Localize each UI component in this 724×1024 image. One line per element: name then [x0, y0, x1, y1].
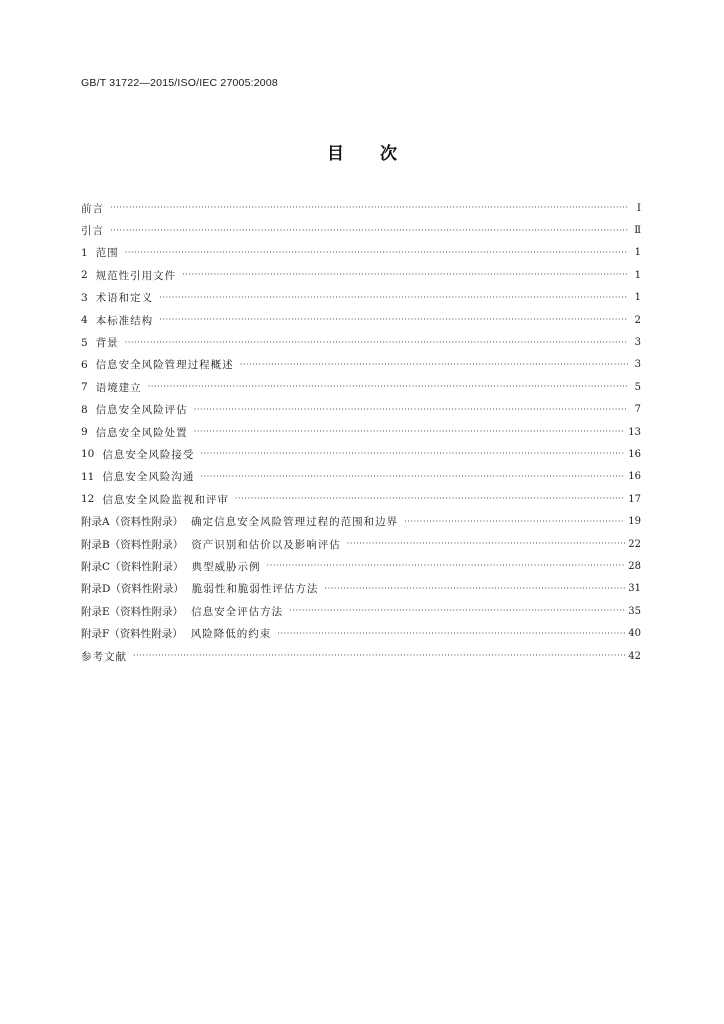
toc-entry-title: 脆弱性和脆弱性评估方法: [191, 583, 319, 596]
toc-entry-title: 本标准结构: [95, 314, 154, 327]
toc-page-number: 22: [628, 538, 641, 550]
dot-leader: [182, 270, 628, 280]
toc-entry-bibliography[interactable]: [81, 645, 641, 667]
toc-entry-1[interactable]: [81, 242, 641, 264]
toc-entry-number: 9: [81, 426, 88, 439]
toc-page-number: 35: [628, 605, 641, 617]
title-char-1: 目: [327, 144, 344, 164]
toc-page-number: 16: [628, 448, 641, 460]
toc-entry-annex-e[interactable]: [81, 600, 641, 622]
dot-leader: [125, 338, 628, 348]
toc-entry-foreword[interactable]: [81, 197, 641, 219]
dot-leader: [404, 517, 625, 527]
toc-entry-8[interactable]: [81, 399, 641, 421]
toc-entry-title: 背景: [95, 337, 119, 350]
toc-page-number: 5: [634, 381, 641, 393]
toc-page-number: 13: [628, 426, 641, 438]
toc-entry-12[interactable]: [81, 488, 641, 510]
dot-leader: [194, 427, 626, 437]
dot-leader: [200, 449, 625, 459]
dot-leader: [240, 360, 628, 370]
toc-entry-number: 2: [81, 269, 88, 282]
toc-entry-annex-a[interactable]: [81, 510, 641, 532]
toc-entry-title: 典型威胁示例: [191, 560, 261, 573]
toc-entry-title: 参考文献: [81, 650, 127, 663]
toc-entry-number: 附录A（资料性附录）: [81, 516, 184, 529]
toc-entry-number: 8: [81, 403, 88, 416]
toc-entry-number: 附录C（资料性附录）: [81, 560, 184, 573]
toc-entry-7[interactable]: [81, 376, 641, 398]
toc-entry-title: 信息安全风险管理过程概述: [95, 359, 234, 372]
dot-leader: [200, 472, 625, 482]
toc-entry-title: 信息安全风险接受: [102, 448, 195, 461]
dot-leader: [289, 606, 625, 616]
title-char-2: 次: [380, 144, 397, 164]
toc-entry-title: 确定信息安全风险管理过程的范围和边界: [191, 516, 399, 529]
dot-leader: [110, 203, 628, 213]
dot-leader: [267, 561, 626, 571]
toc-entry-number: 附录E（资料性附录）: [81, 605, 184, 618]
toc-entry-introduction[interactable]: [81, 219, 641, 241]
toc-entry-11[interactable]: [81, 466, 641, 488]
toc-entry-annex-c[interactable]: [81, 555, 641, 577]
toc-page-number: Ⅰ: [637, 202, 641, 214]
toc-entry-title: 资产识别和估价以及影响评估: [191, 538, 341, 551]
toc-entry-10[interactable]: [81, 443, 641, 465]
dot-leader: [125, 248, 628, 258]
toc-entry-number: 5: [81, 336, 88, 349]
dot-leader: [194, 405, 628, 415]
toc-entry-title: 前言: [81, 202, 104, 215]
toc-entry-number: 附录D（资料性附录）: [81, 583, 184, 596]
standard-id-header: GB/T 31722—2015/ISO/IEC 27005:2008: [81, 77, 278, 89]
toc-entry-title: 语境建立: [95, 381, 142, 394]
toc-page-number: 28: [628, 560, 641, 572]
toc-page-number: 2: [634, 314, 641, 326]
toc-entry-annex-d[interactable]: [81, 578, 641, 600]
toc-entry-title: 范围: [95, 247, 119, 260]
toc-page-number: 7: [634, 404, 641, 416]
dot-leader: [110, 226, 628, 236]
toc-entry-title: 风险降低的约束: [190, 628, 272, 641]
dot-leader: [159, 293, 628, 303]
toc-entry-number: 12: [81, 493, 95, 506]
dot-leader: [277, 629, 625, 639]
toc-entry-6[interactable]: [81, 354, 641, 376]
toc-page-number: 1: [634, 269, 641, 281]
toc-entry-5[interactable]: [81, 331, 641, 353]
toc-entry-title: 规范性引用文件: [95, 269, 177, 282]
toc-entry-number: 11: [81, 470, 95, 483]
toc-entry-annex-b[interactable]: [81, 533, 641, 555]
toc-entry-title: 引言: [81, 225, 104, 238]
toc-page-number: Ⅱ: [634, 225, 641, 237]
toc-entry-annex-f[interactable]: [81, 622, 641, 644]
toc-page-number: 16: [628, 471, 641, 483]
toc-entry-number: 7: [81, 381, 88, 394]
toc-entry-number: 附录B（资料性附录）: [81, 538, 184, 551]
toc-entry-title: 信息安全风险评估: [95, 404, 188, 417]
toc-entry-4[interactable]: [81, 309, 641, 331]
dot-leader: [159, 315, 628, 325]
dot-leader: [235, 494, 625, 504]
toc-entry-title: 信息安全评估方法: [191, 605, 284, 618]
dot-leader: [324, 584, 625, 594]
toc-entry-title: 信息安全风险沟通: [102, 471, 195, 484]
toc-entry-number: 3: [81, 291, 88, 304]
toc-page-number: 1: [634, 247, 641, 259]
dot-leader: [133, 651, 625, 661]
toc-page-number: 19: [628, 516, 641, 528]
toc-page-number: 17: [628, 493, 641, 505]
toc-page-number: 1: [634, 292, 641, 304]
toc-page-number: 31: [628, 583, 641, 595]
dot-leader: [148, 382, 628, 392]
toc-entry-title: 术语和定义: [95, 292, 154, 305]
toc-page-number: 3: [634, 359, 641, 371]
toc-entry-number: 10: [81, 448, 95, 461]
toc-entry-number: 1: [81, 246, 88, 259]
toc-entry-title: 信息安全风险监视和评审: [102, 493, 229, 506]
toc-entry-title: 信息安全风险处置: [95, 426, 188, 439]
dot-leader: [347, 539, 626, 549]
toc-entry-9[interactable]: [81, 421, 641, 443]
toc-entry-2[interactable]: [81, 264, 641, 286]
toc-entry-number: 附录F（资料性附录）: [81, 628, 183, 641]
toc-page-number: 42: [628, 650, 641, 662]
toc-page-number: 3: [634, 337, 641, 349]
table-of-contents: [81, 197, 641, 667]
toc-entry-3[interactable]: [81, 287, 641, 309]
page-title: [0, 139, 724, 164]
toc-page-number: 40: [628, 628, 641, 640]
toc-entry-number: 6: [81, 358, 88, 371]
toc-entry-number: 4: [81, 314, 88, 327]
